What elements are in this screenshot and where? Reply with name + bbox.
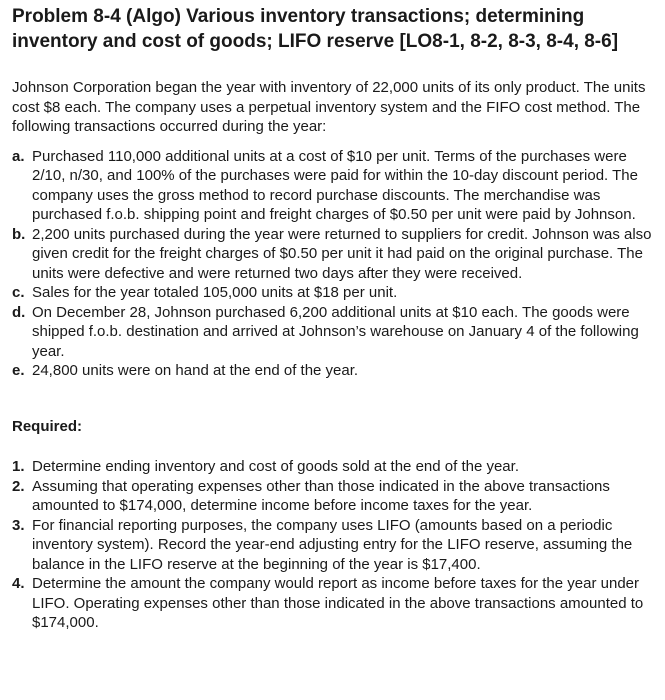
- transaction-item-a: [12, 147, 655, 225]
- list-marker: b.: [12, 225, 26, 243]
- transaction-text: 2,200 units purchased during the year were returned to suppliers for credit. Johnson was also given credit for the freight charges of $0.50 per unit it had paid on the original purchase. The units were defective and were returned two days after they were received.: [32, 225, 652, 282]
- required-item-1: [12, 457, 655, 477]
- problem-intro: Johnson Corporation began the year with inventory of 22,000 units of its only product. The units cost $8 each. The company uses a perpetual inventory system and the FIFO cost method. The following transactions occurred during the year:: [12, 79, 646, 135]
- transaction-item-e: [12, 361, 655, 381]
- required-item-2: [12, 477, 655, 516]
- list-marker: 4.: [12, 575, 25, 592]
- transaction-list: [12, 147, 655, 381]
- required-text: Determine the amount the company would report as income before taxes for the year under LIFO. Operating expenses other than those indicated in the above transactions amounted to $174,000.: [32, 575, 644, 631]
- required-item-4: [12, 574, 655, 633]
- transaction-item-c: [12, 283, 655, 303]
- list-marker: 1.: [12, 458, 25, 475]
- list-marker: c.: [12, 284, 25, 301]
- transaction-text: Purchased 110,000 additional units at a cost of $10 per unit. Terms of the purchases were 2/10, n/30, and 100% of the purchases were paid for within the 10-day discount period. The company uses the gross method to record purchase discounts. The merchandise was purchased f.o.b. shipping point and freight charges of $0.50 per unit were paid by Johnson.: [32, 147, 638, 223]
- problem-title: Problem 8-4 (Algo) Various inventory transactions; determining inventory and cost of goods; LIFO reserve [LO8-1, 8-2, 8-3, 8-4, 8-6]: [12, 6, 619, 52]
- list-marker: e.: [12, 362, 25, 379]
- required-text: Determine ending inventory and cost of goods sold at the end of the year.: [32, 458, 519, 475]
- list-marker: 3.: [12, 516, 25, 534]
- required-text: Assuming that operating expenses other than those indicated in the above transactions amounted to $174,000, determine income before income taxes for the year.: [32, 477, 610, 514]
- transaction-item-b: [12, 225, 655, 284]
- required-text: For financial reporting purposes, the company uses LIFO (amounts based on a periodic inventory system). Record the year-end adjusting entry for the LIFO reserve, assuming the balance in the LIFO reserve at the beginning of the year is $17,400.: [32, 516, 633, 573]
- required-heading: Required:: [12, 417, 83, 435]
- list-marker: a.: [12, 147, 25, 165]
- required-item-3: [12, 516, 655, 575]
- transaction-item-d: [12, 303, 655, 362]
- list-marker: 2.: [12, 477, 25, 495]
- transaction-text: Sales for the year totaled 105,000 units at $18 per unit.: [32, 284, 398, 301]
- list-marker: d.: [12, 303, 26, 321]
- transaction-text: 24,800 units were on hand at the end of the year.: [32, 362, 359, 379]
- required-list: [12, 457, 655, 633]
- transaction-text: On December 28, Johnson purchased 6,200 additional units at $10 each. The goods were shipped f.o.b. destination and arrived at Johnson’s warehouse on January 4 of the following year.: [32, 303, 639, 360]
